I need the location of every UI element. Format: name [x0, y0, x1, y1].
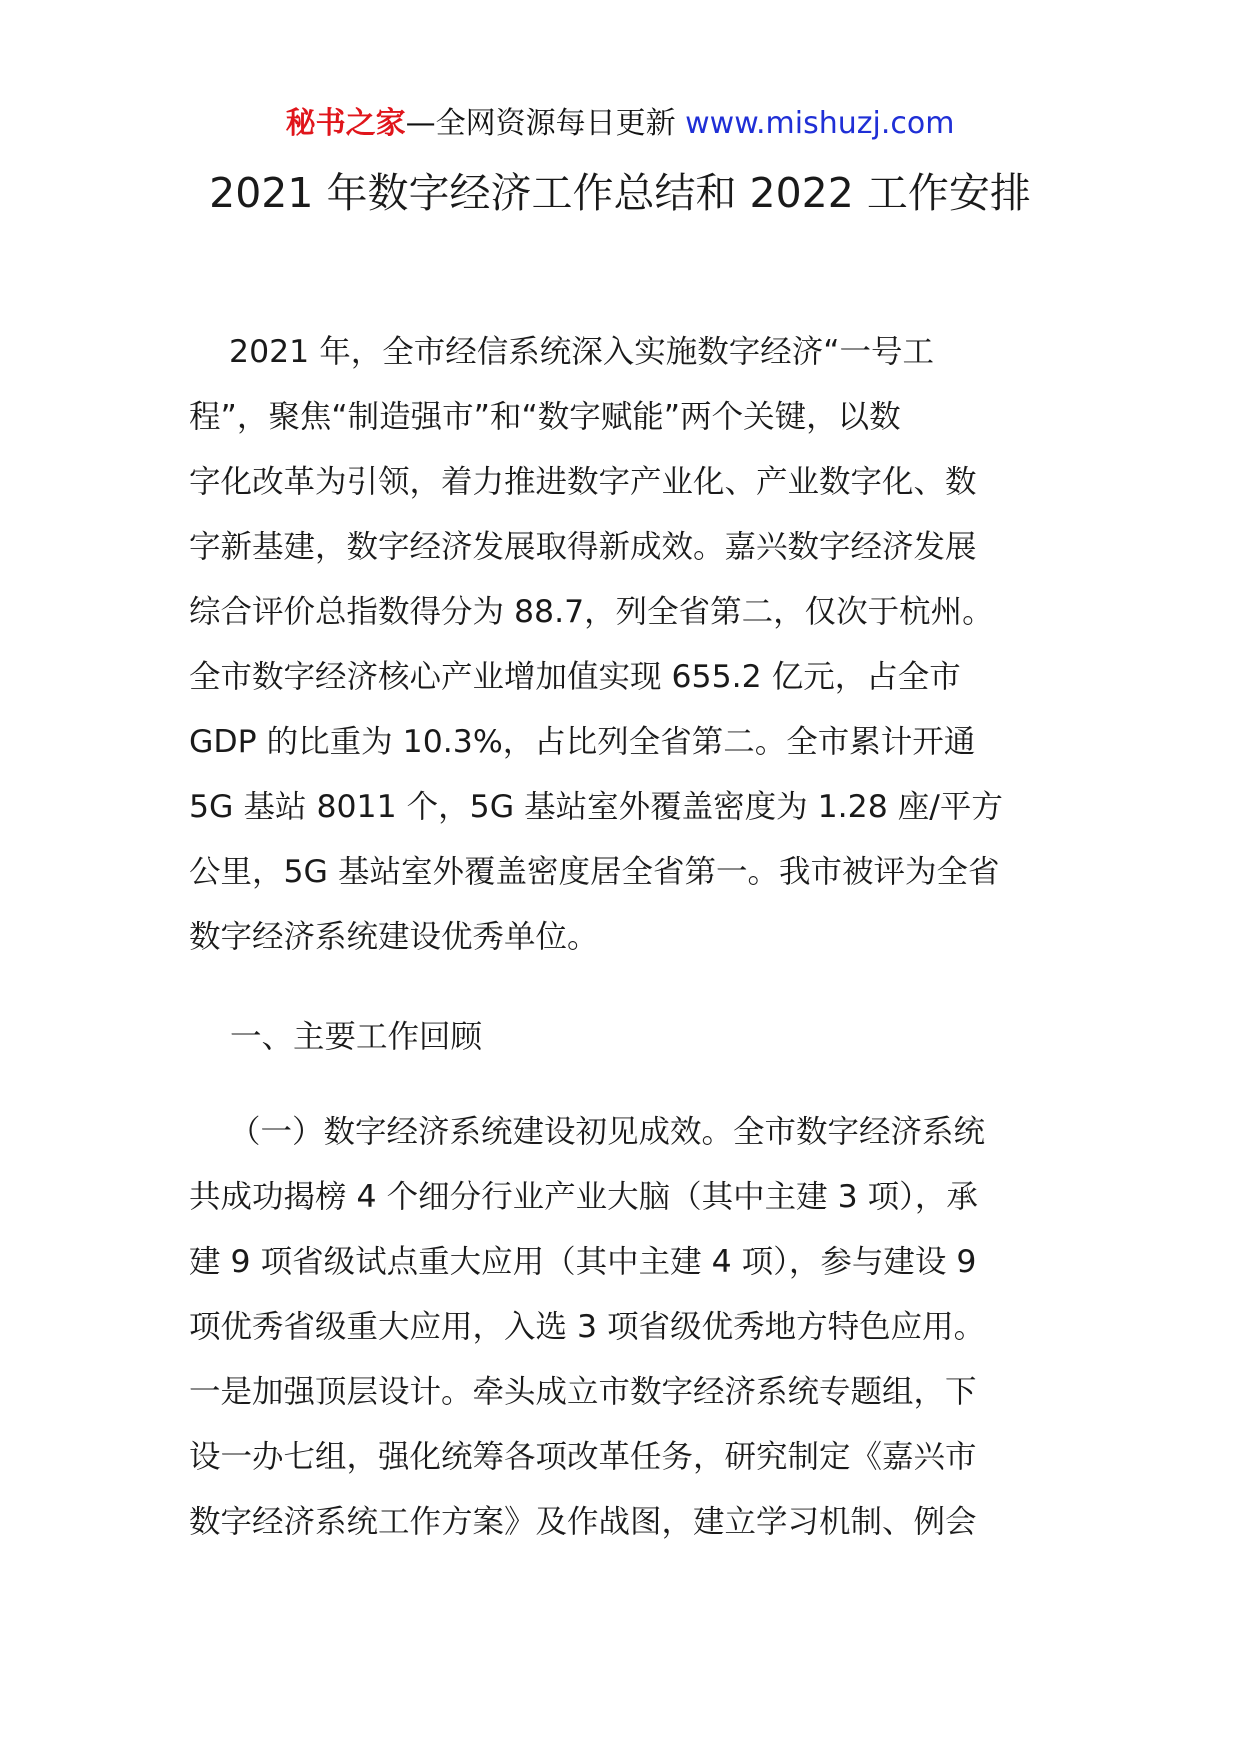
paragraph-line: 字新基建，数字经济发展取得新成效。嘉兴数字经济发展 — [189, 529, 977, 565]
header-slogan: —全网资源每日更新 — [405, 106, 686, 141]
paragraph-line: 共成功揭榜 4 个细分行业产业大脑（其中主建 3 项），承 — [189, 1179, 978, 1215]
brand-name: 秘书之家 — [285, 106, 406, 141]
section-heading: 一、主要工作回顾 — [230, 1019, 483, 1055]
paragraph-line: 设一办七组，强化统筹各项改革任务，研究制定《嘉兴市 — [189, 1439, 977, 1475]
paragraph-line: GDP 的比重为 10.3%，占比列全省第二。全市累计开通 — [189, 724, 976, 760]
section-paragraph — [189, 1100, 1051, 1555]
paragraph-line: 综合评价总指数得分为 88.7，列全省第二，仅次于杭州。 — [189, 594, 994, 630]
paragraph-line: 程”，聚焦“制造强市”和“数字赋能”两个关键，以数 — [189, 399, 901, 435]
paragraph-line: 字化改革为引领，着力推进数字产业化、产业数字化、数 — [189, 464, 977, 500]
paragraph-line: （一）数字经济系统建设初见成效。全市数字经济系统 — [189, 1114, 986, 1150]
intro-paragraph — [189, 320, 1051, 970]
paragraph-line: 全市数字经济核心产业增加值实现 655.2 亿元，占全市 — [189, 659, 961, 695]
site-header — [0, 100, 1240, 148]
paragraph-line: 数字经济系统建设优秀单位。 — [189, 919, 599, 955]
paragraph-line: 一是加强顶层设计。牵头成立市数字经济系统专题组，下 — [189, 1374, 977, 1410]
paragraph-line: 公里，5G 基站室外覆盖密度居全省第一。我市被评为全省 — [189, 854, 1000, 890]
document-title: 2021 年数字经济工作总结和 2022 工作安排 — [209, 169, 1031, 217]
site-url-link[interactable]: www.mishuzj.com — [685, 106, 955, 141]
paragraph-line: 数字经济系统工作方案》及作战图，建立学习机制、例会 — [189, 1504, 977, 1540]
paragraph-line: 建 9 项省级试点重大应用（其中主建 4 项），参与建设 9 — [189, 1244, 977, 1280]
paragraph-line: 5G 基站 8011 个，5G 基站室外覆盖密度为 1.28 座/平方 — [189, 789, 1003, 825]
paragraph-line: 项优秀省级重大应用，入选 3 项省级优秀地方特色应用。 — [189, 1309, 986, 1345]
paragraph-line: 2021 年，全市经信系统深入实施数字经济“一号工 — [189, 334, 935, 370]
